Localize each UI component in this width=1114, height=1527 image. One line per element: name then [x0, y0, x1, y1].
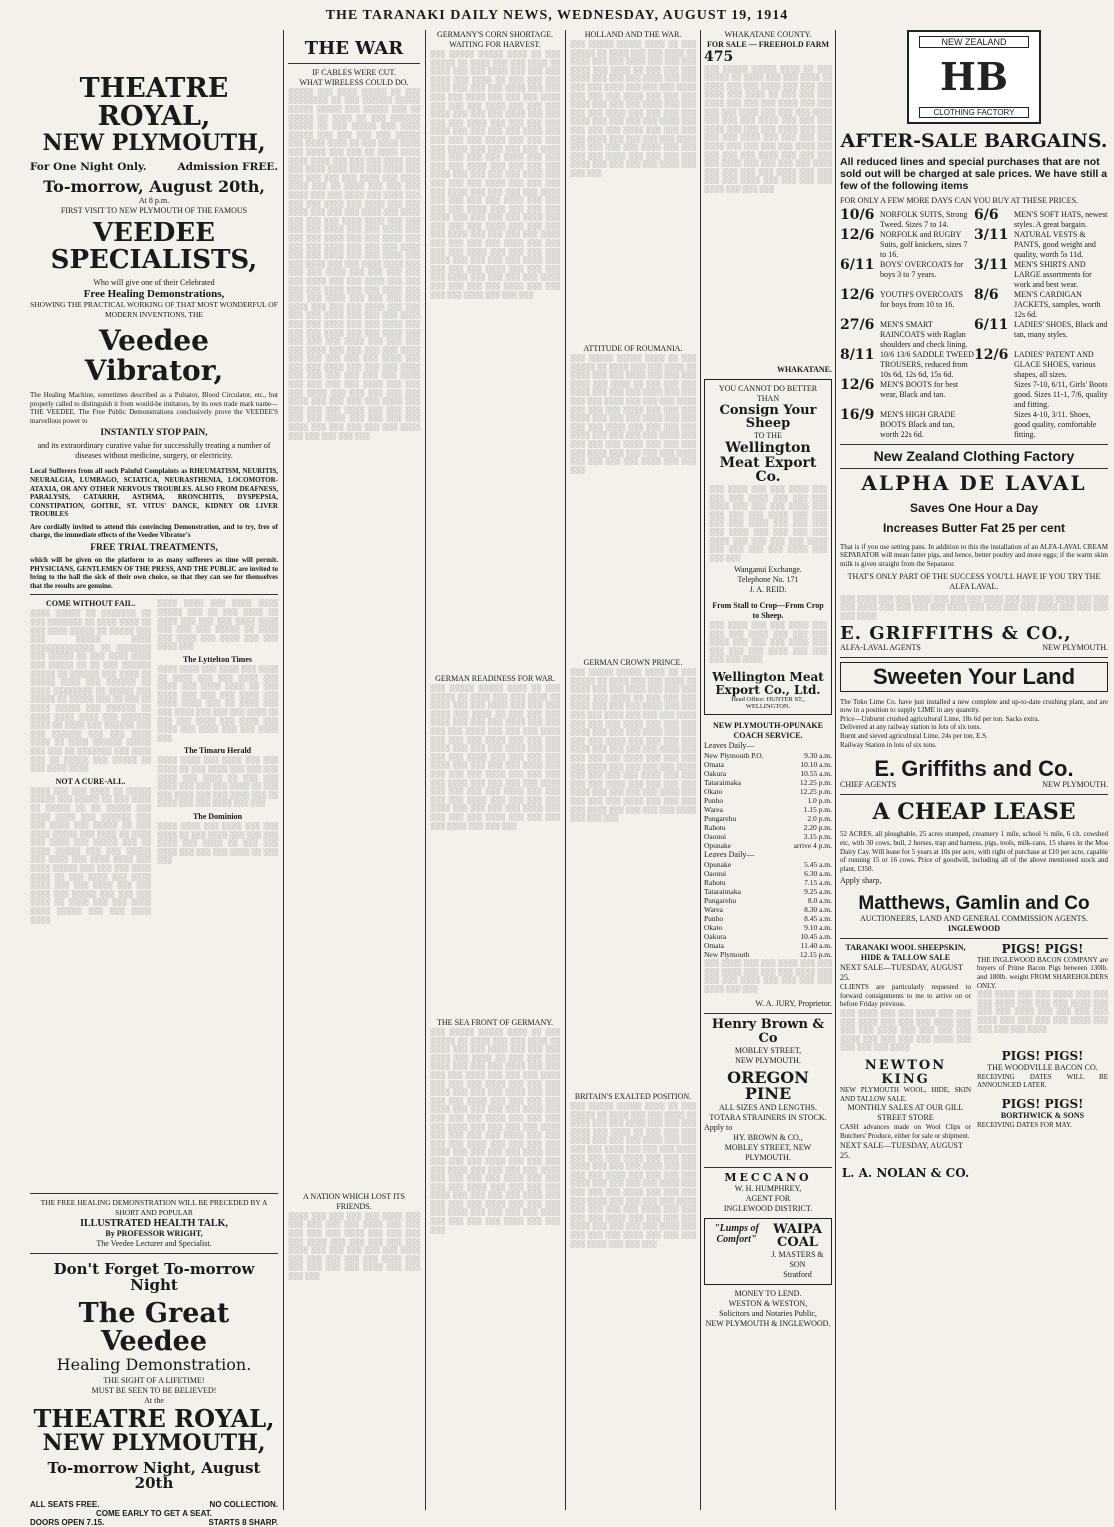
- war-body: ░░░░░ ░░░ ░░░░ ░░░░░ ░░ ░░░ ░░░░░░░░ ░░ ░░░ ░░░░░░ ░░░░░ ░░░░░ ░░░░░ ░░░ ░░░░░ ░░░ ░░ ░░░░░ ░░ ░░░░ ░░ ░░░ ░░░░░░ ░░░░░ ░░ ░░░ ░░░░░ ░░░ ░░░░ ░░░░░ ░░░ ░░░ ░░░ ░░░ ░░░░░ ░░░ ░░░░ ░░░░ ░░ ░░░ ░░░░ ░░░░ ░░░ ░░░░ ░░░ ░░░ ░░ ░░░░ ░░░░ ░░░░ ░░░░ ░░░ ░░░ ░░░ ░░░░ ░░░ ░░░ ░░░░ ░░░░ ░░░ ░░░ ░░░░ ░░░ ░░░ ░░░ ░░░ ░░░ ░░░░ ░░░ ░░░░ ░░░░ ░░░ ░░ ░░░░ ░░░ ░░░ ░░░ ░░░░ ░░░ ░░░ ░░░░ ░░░ ░░░░ ░░░ ░░░ ░░░ ░░░░ ░░░ ░░░░ ░░░ ░░░ ░░░░ ░░░ ░░░ ░░░ ░░░░ ░░░ ░░░░ ░░░ ░░░ ░░░ ░░░░ ░░░░ ░░░ ░░░ ░░░ ░░░ ░░░░ ░░░ ░░░ ░░░░ ░░░ ░░░ ░░░ ░░░░ ░░░ ░░░ ░░░░ ░░░ ░░░ ░░░ ░░░░ ░░░ ░░░ ░░░ ░░░░ ░░░ ░░░ ░░░░ ░░░ ░░░ ░░░░ ░░░ ░░░ ░░░░ ░░░ ░░░ ░░░░ ░░░░ ░░░ ░░░ ░░░ ░░░░ ░░░ ░░░ ░░░ ░░░ ░░░ ░░░░ ░░░ ░░░ ░░░░ ░░░ ░░░ ░░░ ░░░ ░░░░ ░░░ ░░░ ░░░░ ░░░ ░░░ ░░░ ░░░░ ░░░ ░░░ ░░░ ░░░ ░░░░ ░░░ ░░░ ░░░ ░░░░ ░░░ ░░░ ░░░ ░░░ ░░░░ ░░░ ░░░ ░░░ ░░░░ ░░░ ░░░ ░░░░ ░░░ ░░░ ░░░░ ░░░ ░░░ ░░░ ░░░░ ░░░ ░░░ ░░░░ ░░░ ░░░ ░░░ ░░░ ░░░░ ░░░ ░░░ ░░░ ░░░ ░░░░ ░░░ ░░░ ░░░ ░░░ ░░░░ ░░░ ░░░ ░░░ ░░░ ░░░ ░░░░ ░░░ ░░░ ░░░ ░░░░ ░░░ ░░░ ░░░ ░░░░ ░░░ ░░░ ░░░ ░░░ ░░░ ░░░ ░░░░ ░░░ ░░░ ░░░ ░░░ ░░░░ ░░░ ░░░ ░░░ ░░░░ ░░░ ░░░ ░░░ ░░░ ░░░ ░░░░ ░░░ ░░░ ░░░ ░░░ ░░░░ ░░░ ░░░ ░░░ ░░░ ░░░░ ░░░ ░░░ ░░░ ░░░ ░░░ ░░░░ ░░░ ░░░ ░░░ ░░░ ░░░░ ░░░ ░░░ ░░░ ░░░ ░░░ ░░░░ ░░░ ░░░ ░░░ ░░░ ░░░: [288, 87, 420, 440]
- price-value: 6/6: [974, 206, 999, 223]
- war-sub-wireless: WHAT WIRELESS COULD DO.: [299, 77, 409, 87]
- price-value: 8/11: [840, 346, 875, 363]
- theatre-royal-2: THEATRE ROYAL,: [33, 1404, 275, 1434]
- at-the: At the: [144, 1396, 164, 1406]
- nz-clothing-factory: New Zealand Clothing Factory: [873, 447, 1075, 464]
- dont-forget: Don't Forget To-morrow Night: [53, 1260, 255, 1295]
- hb-logo: NEW ZEALAND HB CLOTHING FACTORY: [907, 30, 1041, 124]
- column-war: THE WAR IF CABLES WERE CUT. WHAT WIRELESS COULD DO. ░░░░░ ░░░ ░░░░ ░░░░░ ░░ ░░░ ░░░░░░░░ ░░ ░░░ ░░░░░░ ░░░░░ ░░░░░ ░░░░░ ░░░ ░░░░░ ░░░ ░░ ░░░░░ ░░ ░░░░ ░░ ░░░ ░░░░░░ ░░░░░ ░░ ░░░ ░░░░░ ░░░ ░░░░ ░░░░░ ░░░ ░░░ ░░░ ░░░ ░░░░░ ░░░ ░░░░ ░░░░ ░░ ░░░ ░░░░ ░░░░ ░░░ ░░░░ ░░░ ░░░ ░░ ░░░░ ░░░░ ░░░░ ░░░░ ░░░ ░░░ ░░░ ░░░░ ░░░ ░░░ ░░░░ ░░░░ ░░░ ░░░ ░░░░ ░░░ ░░░ ░░░ ░░░ ░░░ ░░░░ ░░░ ░░░░ ░░░░ ░░░ ░░ ░░░░ ░░░ ░░░ ░░░ ░░░░ ░░░ ░░░ ░░░░ ░░░ ░░░░ ░░░ ░░░ ░░░ ░░░░ ░░░ ░░░░ ░░░ ░░░ ░░░░ ░░░ ░░░ ░░░ ░░░░ ░░░ ░░░░ ░░░ ░░░ ░░░ ░░░░ ░░░░ ░░░ ░░░ ░░░ ░░░ ░░░░ ░░░ ░░░ ░░░░ ░░░ ░░░ ░░░ ░░░░ ░░░ ░░░ ░░░░ ░░░ ░░░ ░░░ ░░░░ ░░░ ░░░ ░░░ ░░░░ ░░░ ░░░ ░░░░ ░░░ ░░░ ░░░░ ░░░ ░░░ ░░░░ ░░░ ░░░ ░░░░ ░░░░ ░░░ ░░░ ░░░ ░░░░ ░░░ ░░░ ░░░ ░░░ ░░░ ░░░░ ░░░ ░░░ ░░░░ ░░░ ░░░ ░░░ ░░░ ░░░░ ░░░ ░░░ ░░░░ ░░░ ░░░ ░░░ ░░░░ ░░░ ░░░ ░░░ ░░░ ░░░░ ░░░ ░░░ ░░░ ░░░░ ░░░ ░░░ ░░░ ░░░ ░░░░ ░░░ ░░░ ░░░ ░░░░ ░░░ ░░░ ░░░░ ░░░ ░░░ ░░░░ ░░░ ░░░ ░░░ ░░░░ ░░░ ░░░ ░░░░ ░░░ ░░░ ░░░ ░░░ ░░░░ ░░░ ░░░ ░░░ ░░░ ░░░░ ░░░ ░░░ ░░░ ░░░ ░░░░ ░░░ ░░░ ░░░ ░░░ ░░░ ░░░░ ░░░ ░░░ ░░░ ░░░░ ░░░ ░░░ ░░░ ░░░░ ░░░ ░░░ ░░░ ░░░ ░░░ ░░░ ░░░░ ░░░ ░░░ ░░░ ░░░ ░░░░ ░░░ ░░░ ░░░ ░░░░ ░░░ ░░░ ░░░ ░░░ ░░░ ░░░░ ░░░ ░░░ ░░░ ░░░ ░░░░ ░░░ ░░░ ░░░ ░░░ ░░░░ ░░░ ░░░ ░░░ ░░░ ░░░ ░░░░ ░░░ ░░░ ░░░ ░░░ ░░░░ ░░░ ░░░ ░░░ ░░░ ░░░ ░░░░ ░░░ ░░░ ░░░ ░░░ ░░░ A NATION WHICH LOST ITS FRIENDS. ░░░░ ░░░ ░░░ ░░░ ░░░ ░░░░ ░░░ ░░░ ░░░ ░░░ ░░░ ░░░░ ░░░ ░░░ ░░░ ░░░ ░░░ ░░░░ ░░░ ░░░ ░░░ ░░░ ░░░░ ░░░ ░░░ ░░░ ░░░ ░░░ ░░░░ ░░░ ░░░ ░░░ ░░░ ░░░ ░░░░ ░░░ ░░░ ░░░ ░░░ ░░░ ░░░░ ░░░ ░░░ ░░░ ░░░ ░░░ ░░░░ ░░░ ░░░ ░░░ ░░░: [288, 38, 420, 1281]
- column-theatre: THEATRE ROYAL, NEW PLYMOUTH, For One Night Only. Admission FREE. To-morrow, August 20th, At 8 p.m. FIRST VISIT TO NEW PLYMOUTH OF THE FAMOUS VEEDEE SPECIALISTS, Who will give one of their Celebrated Free Healing Demonstrations, SHOWING THE PRACTICAL WORKING OF THAT MOST WONDERFUL OF MODERN INVENTIONS, THE Veedee Vibrator, The Healing Machine, sometimes described as a Pulsator, Blood Circulator, etc., but properly called to distinguish it from would-be imitators, by its own trade mark name—THE VEEDEE. The Free Public Demonstrations conclusively prove the VEEDEE'S marvellous power to INSTANTLY STOP PAIN, and its extraordinary curative value for successfully treating a number of diseases without medicine, surgery, or electricity. Local Sufferers from all such Painful Complaints as RHEUMATISM, NEURITIS, NEURALGIA, LUMBAGO, SCIATICA, NEURASTHENIA, LOCOMOTOR-ATAXIA, OR ANY OTHER NERVOUS TROUBLES. ALSO FROM DEAFNESS, PARALYSIS, CATARRH, ASTHMA, BRONCHITIS, DYSPEPSIA, CONSTIPATION, GOITRE, ST. VITUS' DANCE, KIDNEY OR LIVER TROUBLES Are cordially invited to attend this convincing Demonstration, and to try, free of charge, the immediate effects of the Veedee Vibrator's FREE TRIAL TREATMENTS, which will be given on the platform to as many sufferers as time will permit. PHYSICIANS, GENTLEMEN OF THE PRESS, AND THE PUBLIC are invited to bring to the hall the sick of their own choice, so that they can see for themselves that the results are genuine. COME WITHOUT FAIL. ░░░░ ░░░░░ ░░ ░░░░░░░ ░░ ░░░ ░░░░░░░ ░░ ░░░░ ░░░░ ░░ ░░░ ░░░░ ░░░░░ ░░ ░░░░░ ░░░ ░░░ ░░░░░ ░░░░ ░░░░░░░░░░░░░ ░░ ░░░░░░░ ░░░ ░░░░░ ░░ ░░░ ░░░░ ░░░░ ░░░ ░░░░░ ░░ ░░ ░░░ ░░░░░░ ░░░░░ ░░ ░░░░░░ ░░░ ░░░░ ░░ ░░░░░ ░░░░ ░░░ ░░░░░░ ░░ ░░░░ ░░░░░░░░ ░░ ░░░░░ ░░░ ░░░░░ ░░ ░░░░░ ░░░ ░░ ░░░ ░░ ░░░░ ░░░░░ ░░░ ░░░░░░ ░░ ░░░░ ░░░░ ░░░░ ░░░ ░░░░░░ ░░░░ ░░ ░░░░ ░░░ ░░░░░░ ░░░ ░░░ ░░░░░░ ░░░ ░░░ ░░░░ ░░░░ ░░ ░░░░ ░░░░░░ ░░░░░ ░░░ ░░░ ░░ ░░░░░░░ ░░░ ░░░░ ░░░ ░░ ░░░░░ ░░░ ░░░░░ ░░ ░░░ ░░░░ ░░░░ NOT A CURE-ALL. ░░░░ ░░░ ░░░ ░░░░ ░░ ░░░░░ ░░░░░ ░░░ ░░░░░ ░░ ░░░ ░░░░ ░░ ░░░░░ ░░ ░░ ░░░░░ ░░░ ░░░░ ░░░░ ░░░ ░░░░░░ ░░░ ░░░ ░░░░ ░░░ ░░░░░ ░░ ░░░ ░░░░ ░░░░░ ░░░ ░░░░ ░░ ░░░░ ░░░ ░░░░ ░░░ ░░░░░ ░░░ ░░ ░░░░ ░░░░░ ░░░ ░░░ ░░░░░ ░░░ ░░░░ ░░░ ░░░░ ░░░░ ░░░ ░░░░ ░░░░░ ░░░ ░░░ ░░░ ░░░░ ░░░░ ░░ ░░░ ░░░░ ░░░ ░░░░ ░░░░ ░░░ ░░░ ░░░░ ░░░ ░░░ ░░░░ ░░░ ░░░░░ ░░░ ░░░ ░░░ ░░░░ ░░ ░░░░ ░░░ ░░░ ░░░░ ░░░░ ░░░░░ ░░░ ░░░ ░░░░ ░░░░ ░░░░ ░░░░ ░░░ ░░░░ ░░░░ ░░░░░ ░░░ ░░ ░░░ ░░░░ ░░ ░░░░ ░░░ ░░░ ░░░ ░░░░ ░░░░ ░░░ ░░░ ░░░ ░░░░░ ░░ ░░░░ ░░░ ░░░░ ░░░ ░░░░ ░░░ ░░░ ░░░░ ░░░ The Lyttelton Times ░░░░ ░░░░ ░░░ ░░░░ ░░░ ░░░░ ░░ ░░░░ ░░░ ░░░ ░░░░ ░░░ ░░░░ ░░░ ░░░░ ░░░░ ░░ ░░░ ░░░░ ░░░ ░░░ ░░░ ░░░░ ░░░ ░░░░ ░░░░ ░░░ ░░ ░░░░ ░░░ ░░░ ░░░░ ░░░ ░░░ ░░░ ░░░░ ░░ ░░░ ░░░ ░░░░ ░░░ ░░░░ ░░░ ░░░░ ░░░ ░░░░ ░░░ ░░░ ░░░░ ░░░ The Timaru Herald ░░░░ ░░░░ ░░░ ░░░░ ░░░ ░░░ ░░░░ ░░ ░░░ ░░░░ ░░░ ░░░ ░░░ ░░░░ ░░░ ░░░░ ░░ ░░░ ░░░ ░░░░ ░░░ ░░░ ░░░ ░░░░ ░░ ░░░ ░░░ ░░░░ ░░░ ░░░ ░░░░ ░░░ ░░ ░░░░ ░░░ ░░░ ░░░░ ░░░ ░░░ The Dominion ░░░░ ░░░░ ░░░ ░░░░ ░░░ ░░░ ░░░░ ░░ ░░░ ░░░░ ░░░ ░░░ ░░░ ░░░░ ░░░ ░░░░ ░░ ░░░ ░░░ ░░░░ ░░░ ░░░ ░░░ ░░░░ ░░ ░░░ ░░░ THE FREE HEALING DEMONSTRATION WILL BE PRECEDED BY A SHORT AND POPULAR ILLUSTRATED HEALTH TALK, By PROFESSOR WRIGHT, The Veedee Lecturer and Specialist. Don't Forget To-morrow Night The Great Veedee Healing Demonstration. THE SIGHT OF A LIFETIME! MUST BE SEEN TO BE BELIEVED! At the THEATRE ROYAL, NEW PLYMOUTH, To-morrow Night, August 20th ALL SEATS FREE. NO COLLECTION. COME EARLY TO GET A SEAT. DOORS OPEN 7.15. STARTS 8 SHARP.: [30, 73, 278, 1527]
- stop-name: Tataraimaka: [704, 887, 741, 897]
- col3-h1: GERMANY'S CORN SHORTAGE.: [436, 30, 554, 39]
- reduced-lines: All reduced lines and special purchases that are not sold out will be charged at sale prices. We have still a few of the following items: [840, 155, 1108, 192]
- price-value: [974, 380, 1014, 410]
- increases-butter: Increases Butter Fat 25 per cent: [882, 521, 1066, 536]
- col4-h3: GERMAN CROWN PRINCE.: [583, 658, 683, 667]
- tomorrow-night: To-morrow Night, August 20th: [47, 1458, 261, 1493]
- coach-timetable-1: [704, 751, 832, 850]
- whakatane-agent: WHAKATANE.: [776, 364, 832, 374]
- timetable-row: [704, 950, 832, 959]
- stop-name: Warea: [704, 905, 723, 915]
- instantly-stop-pain: INSTANTLY STOP PAIN,: [100, 428, 208, 439]
- timetable-row: [704, 905, 832, 914]
- stop-name: Okato: [704, 787, 723, 797]
- price-desc: MEN'S SMART RAINCOATS with Raglan shoulders and check lining.: [880, 319, 968, 349]
- newton-king: NEWTON KING: [864, 1058, 947, 1087]
- timetable-row: [704, 769, 832, 778]
- timetable-row: [704, 760, 832, 769]
- price-desc: LADIES' SHOES, Black and tan, many styles.: [1014, 319, 1108, 339]
- stop-time: 8.0 a.m.: [807, 896, 832, 906]
- price-desc: MEN'S BOOTS for best wear, Black and tan.: [880, 379, 959, 399]
- admission: Admission FREE.: [177, 160, 278, 173]
- which-will: which will be given on the platform to as many sufferers as time will permit. PHYSICIANS, GENTLEMEN OF THE PRESS, AND THE PUBLIC are invited to bring to the hall the sick of their own choice, so that they can see for themselves that the results are genuine.: [30, 556, 278, 590]
- stop-time: 10.10 a.m.: [800, 760, 832, 770]
- price-value: 6/11: [974, 316, 1009, 333]
- oregon-pine: OREGON PINE: [727, 1067, 809, 1104]
- stop-time: 5.45 a.m.: [804, 860, 832, 870]
- vibrator-heading: Veedee Vibrator,: [84, 324, 224, 387]
- timetable-row: [704, 887, 832, 896]
- only-days: FOR ONLY A FEW MORE DAYS CAN YOU BUY AT THESE PRICES.: [840, 195, 1079, 205]
- price-value: 16/9: [840, 406, 875, 423]
- article-head-dominion: The Dominion: [192, 811, 243, 821]
- price-desc: Sizes 4-10, 3/11. Shoes, good quality, comfortable fitting.: [1014, 409, 1097, 439]
- price-desc: MEN'S SOFT HATS, newest styles. A great bargain.: [1014, 209, 1108, 229]
- saves-hour: Saves One Hour a Day: [909, 500, 1039, 515]
- starts-sharp: STARTS 8 SHARP.: [208, 1518, 278, 1527]
- stop-name: Omata: [704, 760, 724, 770]
- stop-name: Warea: [704, 805, 723, 815]
- stop-name: Pungarehu: [704, 814, 737, 824]
- alpha-de-laval: ALPHA DE LAVAL: [861, 470, 1087, 495]
- free-healing: Free Healing Demonstrations,: [83, 288, 225, 301]
- stop-name: New Plymouth P.O.: [704, 751, 764, 761]
- timetable-row: [704, 841, 832, 850]
- stop-time: 1.0 p.m.: [807, 796, 832, 806]
- price-list: [840, 206, 1108, 440]
- stop-name: Rahotu: [704, 878, 726, 888]
- alpha-text: That is if you use setting pans. In addition to this the installation of an ALFA-LAVAL CREAM SEPARATOR will mean fatter pigs, and hence, better poultry and more eggs; if the warm skim milk is given straight from the Separator.: [840, 542, 1108, 568]
- column-germany: GERMANY'S CORN SHORTAGE. WAITING FOR HARVEST. ░░░ ░░░░░ ░░░░░ ░░░░ ░░ ░░░ ░░░░░ ░░ ░░░░ ░░░ ░░░ ░░░░ ░░ ░░░░ ░░░ ░░░ ░░░░ ░░░ ░░░ ░░░ ░░░░ ░░░ ░░░░ ░░ ░░░ ░░░ ░░░ ░░░░ ░░░ ░░░ ░░░ ░░░░ ░░░ ░░░ ░░░ ░░░ ░░░░ ░░░ ░░░ ░░░ ░░░░ ░░░ ░░░ ░░░ ░░░░ ░░░ ░░░ ░░░ ░░░░ ░░░ ░░░ ░░░ ░░░░ ░░░ ░░░ ░░░ ░░░ ░░░░ ░░░ ░░░ ░░░ ░░░ ░░░░ ░░░ ░░░ ░░░ ░░░ ░░░░ ░░░ ░░░ ░░░ ░░░ ░░░░ ░░░ ░░░ ░░░ ░░░ ░░░░ ░░░ ░░░ ░░░ ░░░ ░░░░ ░░░ ░░░ ░░░ ░░░ ░░░░ ░░░ ░░░ ░░░ ░░░ ░░░░ ░░░ ░░░ ░░░ ░░░ ░░░░ ░░░ ░░░ ░░░ ░░░ ░░░░ ░░░ ░░░ ░░░ ░░░ ░░░░ ░░░ ░░░ ░░░ ░░░ ░░░░ ░░░ ░░░ ░░░ ░░░ ░░░░ ░░░ ░░░ ░░░ ░░░ ░░░░ ░░░ ░░░ ░░░ ░░░ ░░░░ ░░░ ░░░ ░░░ ░░░ ░░░░ ░░░ ░░░ ░░░ ░░░ ░░░░ ░░░ ░░░ ░░░ ░░░ ░░░░ ░░░ ░░░ ░░░ ░░░ ░░░░ ░░░ ░░░ ░░░ ░░░ ░░░░ ░░░ ░░░ ░░░ ░░░ ░░░░ ░░░ ░░░ ░░░ ░░░ ░░░░ ░░░ ░░░ ░░░ ░░░ ░░░░ ░░░ ░░░ ░░░ ░░░ ░░░░ ░░░ ░░░ ░░░ ░░░ ░░░░ ░░░ ░░░ ░░░ ░░░ ░░░░ ░░░ ░░░ ░░░ ░░░ ░░░░ ░░░ ░░░ ░░░ ░░░ ░░░░ ░░░ ░░░ ░░░ ░░░ ░░░░ ░░░ ░░░ ░░░ GERMAN READINESS FOR WAR. ░░░ ░░░░░ ░░░░░ ░░░░ ░░ ░░░ ░░░░░ ░░ ░░░░ ░░░ ░░░ ░░░░ ░░ ░░░░ ░░░ ░░░ ░░░░ ░░░ ░░░ ░░░ ░░░░ ░░░ ░░░░ ░░ ░░░ ░░░ ░░░ ░░░░ ░░░ ░░░ ░░░ ░░░░ ░░░ ░░░ ░░░ ░░░ ░░░░ ░░░ ░░░ ░░░ ░░░░ ░░░ ░░░ ░░░ ░░░░ ░░░ ░░░ ░░░ ░░░░ ░░░ ░░░ ░░░ ░░░░ ░░░ ░░░ ░░░ ░░░ ░░░░ ░░░ ░░░ ░░░ ░░░ ░░░░ ░░░ ░░░ ░░░ ░░░ ░░░░ ░░░ ░░░ ░░░ ░░░ ░░░░ ░░░ ░░░ ░░░ ░░░ ░░░░ ░░░ ░░░ ░░░ ░░░ ░░░░ ░░░ ░░░ ░░░ ░░░ ░░░░ ░░░ ░░░ ░░░ ░░░ ░░░░ ░░░ ░░░ ░░░ ░░░ ░░░░ ░░░ ░░░ ░░░ ░░░ ░░░░ ░░░ ░░░ ░░░ ░░░ ░░░░ ░░░ ░░░ ░░░ ░░░ ░░░░ ░░░ ░░░ ░░░ THE SEA FRONT OF GERMANY. ░░░ ░░░░░ ░░░░░ ░░░░ ░░ ░░░ ░░░░░ ░░ ░░░░ ░░░ ░░░ ░░░░ ░░ ░░░░ ░░░ ░░░ ░░░░ ░░░ ░░░ ░░░ ░░░░ ░░░ ░░░░ ░░ ░░░ ░░░ ░░░ ░░░░ ░░░ ░░░ ░░░ ░░░░ ░░░ ░░░ ░░░ ░░░ ░░░░ ░░░ ░░░ ░░░ ░░░░ ░░░ ░░░ ░░░ ░░░░ ░░░ ░░░ ░░░ ░░░░ ░░░ ░░░ ░░░ ░░░░ ░░░ ░░░ ░░░ ░░░ ░░░░ ░░░ ░░░ ░░░ ░░░ ░░░░ ░░░ ░░░ ░░░ ░░░ ░░░░ ░░░ ░░░ ░░░ ░░░ ░░░░ ░░░ ░░░ ░░░ ░░░ ░░░░ ░░░ ░░░ ░░░ ░░░ ░░░░ ░░░ ░░░ ░░░ ░░░ ░░░░ ░░░ ░░░ ░░░ ░░░ ░░░░ ░░░ ░░░ ░░░ ░░░ ░░░░ ░░░ ░░░ ░░░ ░░░ ░░░░ ░░░ ░░░ ░░░ ░░░ ░░░░ ░░░ ░░░ ░░░ ░░░ ░░░░ ░░░ ░░░ ░░░ ░░░ ░░░░ ░░░ ░░░ ░░░ ░░░ ░░░░ ░░░ ░░░ ░░░ ░░░ ░░░░ ░░░ ░░░ ░░░ ░░░ ░░░░ ░░░ ░░░ ░░░ ░░░ ░░░░ ░░░ ░░░ ░░░ ░░░ ░░░░ ░░░ ░░░ ░░░ ░░░ ░░░░ ░░░ ░░░ ░░░ ░░░ ░░░░ ░░░ ░░░ ░░░ ░░░ ░░░░ ░░░ ░░░ ░░░: [430, 30, 560, 1234]
- price-row: [840, 316, 1108, 350]
- stop-name: Opunake: [704, 841, 732, 851]
- theatre-title: THEATRE ROYAL,: [79, 73, 229, 133]
- article-head-come: COME WITHOUT FAIL.: [45, 599, 136, 609]
- price-row: [840, 256, 1108, 290]
- stop-name: Punho: [704, 914, 724, 924]
- timetable-row: [704, 832, 832, 841]
- coach-proprietor: W. A. JURY, Proprietor.: [755, 999, 832, 1009]
- for-sale-farm: FOR SALE — FREEHOLD FARM: [706, 40, 830, 49]
- nolan-co: L. A. NOLAN & CO.: [841, 1165, 970, 1180]
- stop-time: 12.25 p.m.: [799, 778, 832, 788]
- war-sub-nation: A NATION WHICH LOST ITS FRIENDS.: [303, 1191, 405, 1211]
- doors-open: DOORS OPEN 7.15.: [30, 1518, 105, 1527]
- price-row: [840, 376, 1108, 410]
- price-desc: MEN'S SHIRTS AND LARGE assortments for work and best wear.: [1014, 259, 1092, 289]
- price-desc: Sizes 7-10, 6/11, Girls' Boots good. Sizes 11-1, 7/6, quality and fitting.: [1014, 379, 1108, 409]
- column-rule: [565, 30, 566, 1510]
- griffiths-co: E. GRIFFITHS & CO.,: [840, 622, 1072, 644]
- col4-h1: HOLLAND AND THE WAR.: [584, 30, 682, 39]
- stop-time: 8.45 a.m.: [804, 914, 832, 924]
- stop-time: 7.15 a.m.: [804, 878, 832, 888]
- price-value: 12/6: [840, 226, 875, 243]
- stop-name: Pungarehu: [704, 896, 737, 906]
- stop-time: 10.45 a.m.: [800, 932, 832, 942]
- stop-time: 10.55 a.m.: [800, 769, 832, 779]
- price-desc: MEN'S HIGH GRADE BOOTS Black and tan, worth 22s 6d.: [880, 409, 956, 439]
- masthead: THE TARANAKI DAILY NEWS, WEDNESDAY, AUGUST 19, 1914: [325, 8, 789, 23]
- price-value: 3/11: [974, 256, 1009, 273]
- consign-sheep-ad: YOU CANNOT DO BETTER THAN Consign Your Sheep TO THE Wellington Meat Export Co. ░░░ ░░░░ ░░░ ░░░ ░░░░ ░░░ ░░░ ░░░ ░░░░ ░░░ ░░░ ░░░ ░░░░ ░░░ ░░░ ░░░ ░░░░ ░░░ ░░░ ░░░ ░░░ ░░░░ ░░░ ░░░ ░░░ ░░░ ░░░░ ░░░ ░░░ ░░░ ░░░ ░░░░ ░░░ ░░░ ░░░ ░░░ ░░░░ ░░░ ░░░ ░░░ ░░░ ░░░░ ░░░ ░░░ ░░░ ░░░ ░░░░ ░░░ ░░░ ░░░ Wanganui Exchange. Telephone No. 171 J. A. REID. From Stall to Crop—From Crop to Sheep. ░░░ ░░░░ ░░░ ░░░ ░░░░ ░░░ ░░░ ░░░ ░░░░ ░░░ ░░░ ░░░ ░░░░ ░░░ ░░░ ░░░ ░░░░ ░░░ ░░░ ░░░ ░░░ ░░░░ ░░░ ░░░ ░░░ ░░░ ░░░░ Wellington Meat Export Co., Ltd. Head Office: HUNTER ST., WELLINGTON.: [704, 379, 832, 716]
- matthews-gamlin: Matthews, Gamlin and Co: [858, 893, 1090, 915]
- henry-brown: Henry Brown & Co: [711, 1017, 825, 1046]
- timetable-row: [704, 823, 832, 832]
- demo-line-3: By PROFESSOR WRIGHT,: [105, 1229, 203, 1239]
- new-plymouth-2: NEW PLYMOUTH,: [42, 1429, 266, 1456]
- price-desc: BOYS' OVERCOATS for boys 3 to 7 years.: [880, 259, 964, 279]
- great-veedee: The Great Veedee: [78, 1297, 230, 1358]
- column-ads-middle: WHAKATANE COUNTY. FOR SALE — FREEHOLD FARM 475 ░░░ ░░░░░ ░░░░░ ░░░░ ░░ ░░░ ░░░░░ ░░ ░░░░ ░░░ ░░░ ░░░░ ░░ ░░░░ ░░░ ░░░ ░░░░ ░░░ ░░░ ░░░ ░░░░ ░░░ ░░░░ ░░ ░░░ ░░░ ░░░ ░░░░ ░░░ ░░░ ░░░ ░░░░ ░░░ ░░░ ░░░ ░░░ ░░░░ ░░░ ░░░ ░░░ ░░░░ ░░░ ░░░ ░░░ ░░░░ ░░░ ░░░ ░░░ ░░░░ ░░░ ░░░ ░░░ ░░░░ ░░░ ░░░ ░░░ ░░░ ░░░░ ░░░ ░░░ ░░░ ░░░ ░░░░ ░░░ ░░░ ░░░ ░░░ ░░░░ ░░░ ░░░ ░░░ ░░░ ░░░░ ░░░ ░░░ ░░░ ░░░ ░░░░ ░░░ ░░░ ░░░ ░░░ ░░░░ ░░░ ░░░ ░░░ ░░░ ░░░░ ░░░ ░░░ ░░░ ░░░ ░░░░ ░░░ ░░░ ░░░ ░░░ ░░░░ ░░░ ░░░ ░░░ WHAKATANE. YOU CANNOT DO BETTER THAN Consign Your Sheep TO THE Wellington Meat Export Co. ░░░ ░░░░ ░░░ ░░░ ░░░░ ░░░ ░░░ ░░░ ░░░░ ░░░ ░░░ ░░░ ░░░░ ░░░ ░░░ ░░░ ░░░░ ░░░ ░░░ ░░░ ░░░ ░░░░ ░░░ ░░░ ░░░ ░░░ ░░░░ ░░░ ░░░ ░░░ ░░░ ░░░░ ░░░ ░░░ ░░░ ░░░ ░░░░ ░░░ ░░░ ░░░ ░░░ ░░░░ ░░░ ░░░ ░░░ ░░░ ░░░░ ░░░ ░░░ ░░░ Wanganui Exchange. Telephone No. 171 J. A. REID. From Stall to Crop—From Crop to Sheep. ░░░ ░░░░ ░░░ ░░░ ░░░░ ░░░ ░░░ ░░░ ░░░░ ░░░ ░░░ ░░░ ░░░░ ░░░ ░░░ ░░░ ░░░░ ░░░ ░░░ ░░░ ░░░ ░░░░ ░░░ ░░░ ░░░ ░░░ ░░░░ Wellington Meat Export Co., Ltd. Head Office: HUNTER ST., WELLINGTON. NEW PLYMOUTH-OPUNAKE COACH SERVICE. Leaves Daily— New Plymouth P.O. 9.30 a.m. Omata 10.10 a.m. Oakura 10.55 a.m. Tataraimaka 12.25 p.m. Okato 12.25 p.m. Punho 1.0 p.m. Warea 1.15 p.m. Pungarehu 2.0 p.m. Rahotu 2.20 p.m. Oaonui 3.15 p.m. Opunake arrive 4 p.m. Leaves Daily— Opunake 5.45 a.m. Oaonui 6.30 a.m. Rahotu 7.15 a.m. Tataraimaka 9.25 a.m. Pungarehu 8.0 a.m. Warea 8.30 a.m. Punho 8.45 a.m. Okato 9.10 a.m. Oakura 10.45 a.m. Omata 11.40 a.m. New Plymouth 12.15 p.m. ░░░ ░░░░ ░░░ ░░░ ░░░░ ░░░ ░░░ ░░░ ░░░░ ░░░ ░░░ ░░░ ░░░░ ░░░ ░░░ ░░░ ░░░░ ░░░ ░░░ ░░░ ░░░ ░░░░ ░░░ ░░░ W. A. JURY, Proprietor. Henry Brown & Co MOBLEY STREET, NEW PLYMOUTH. OREGON PINE ALL SIZES AND LENGTHS. TOTARA STRAINERS IN STOCK. Apply to HY. BROWN & CO., MOBLEY STREET, NEW PLYMOUTH. MECCANO W. H. HUMPHREY, AGENT FOR INGLEWOOD DISTRICT. "Lumps of Comfort" WAIPA COAL J. MASTERS & SON Stratford MONEY TO LEND. WESTON & WESTON, Solicitors and Notaries Public, NEW PLYMOUTH & INGLEWOOD.: [704, 30, 832, 1328]
- stop-time: 2.0 p.m.: [807, 814, 832, 824]
- price-value: 10/6: [840, 206, 875, 223]
- price-desc: MEN'S CARDIGAN JACKETS, samples, worth 12s 6d.: [1014, 289, 1101, 319]
- stop-name: Oakura: [704, 932, 727, 942]
- all-seats-free: ALL SEATS FREE.: [30, 1500, 100, 1510]
- demo-line-2: ILLUSTRATED HEALTH TALK,: [80, 1218, 228, 1230]
- stop-time: 12.15 p.m.: [799, 950, 832, 960]
- first-visit: FIRST VISIT TO NEW PLYMOUTH OF THE FAMOUS: [60, 205, 248, 215]
- article-head-timaru: The Timaru Herald: [183, 746, 252, 756]
- col4-h4: BRITAIN'S EXALTED POSITION.: [574, 1092, 692, 1101]
- column-ads-right: NEW ZEALAND HB CLOTHING FACTORY AFTER-SALE BARGAINS. All reduced lines and special purchases that are not sold out will be charged at sale prices. We have still a few of the following items FOR ONLY A FEW MORE DAYS CAN YOU BUY AT THESE PRICES. 10/6 NORFOLK SUITS, Strong Tweed. Sizes 7 to 14. 6/6 MEN'S SOFT HATS, newest styles. A great bargain. 12/6 NORFOLK and RUGBY Suits, golf knickers, sizes 7 to 16. 3/11 NATURAL VESTS & PANTS, good weight and quality, worth 5s 11d. 6/11 BOYS' OVERCOATS for boys 3 to 7 years. 3/11 MEN'S SHIRTS AND LARGE assortments for work and best wear. 12/6 YOUTH'S OVERCOATS for boys from 10 to 16. 8/6 MEN'S CARDIGAN JACKETS, samples, worth 12s 6d. 27/6 MEN'S SMART RAINCOATS with Raglan shoulders and check lining. 6/11 LADIES' SHOES, Black and tan, many styles. 8/11 10/6 13/6 SADDLE TWEED TROUSERS, reduced from 10s 6d, 12s 6d, 15s 6d. 12/6 LADIES' PATENT AND GLACE SHOES, various shapes, all sizes. 12/6 MEN'S BOOTS for best wear, Black and tan. Sizes 7-10, 6/11, Girls' Boots good. Sizes 11-1, 7/6, quality and fitting. 16/9 MEN'S HIGH GRADE BOOTS Black and tan, worth 22s 6d. Sizes 4-10, 3/11. Shoes, good quality, comfortable fitting. New Zealand Clothing Factory ALPHA DE LAVAL Saves One Hour a Day Increases Butter Fat 25 per cent That is if you use setting pans. In addition to this the installation of an ALFA-LAVAL CREAM SEPARATOR will mean fatter pigs, and hence, better poultry and more eggs; if the warm skim milk is given straight from the Separator. THAT'S ONLY PART OF THE SUCCESS YOU'LL HAVE IF YOU TRY THE ALFA LAVAL. ░░░ ░░░░ ░░░ ░░░ ░░░░ ░░░ ░░░ ░░░ ░░░░ ░░░ ░░░ ░░░ ░░░░ ░░░ ░░░ ░░░ ░░░░ ░░░ ░░░ ░░░ ░░░ ░░░░ ░░░ ░░░ ░░░ ░░░ ░░░░ ░░░ ░░░ ░░░ ░░░ ░░░░ E. GRIFFITHS & CO., ALFA-LAVAL AGENTS NEW PLYMOUTH. Sweeten Your Land The Toko Lime Co. have just installed a new complete and up-to-date crushing plant, and are now in a position to supply LIME in any quantity. Price—Unburnt crushed agricultural Lime, 18s 6d per ton. Sacks extra. Delivered at any railway station in lots of six tons. Burnt and sieved agricultural Lime, 24s per ton, E.S. Railway Station in lots of six tons. E. Griffiths and Co. CHIEF AGENTS NEW PLYMOUTH. A CHEAP LEASE 52 ACRES, all ploughable, 25 acres stumped, creamery 1 mile, school ½ mile, 6 r.h. cowshed etc, with 30 cows, bull, 2 horses, trap and harness, pigs, tools, milk-cans, 15 shares in the Moa Dairy Cay. Will lease for 5 years at 10s per acre, with right of purchase at £10 per acre, capable of running 15 or 16 cows. Price of goodwill, including all of the above mentioned stock and plant, £350. Apply sharp, Matthews, Gamlin and Co AUCTIONEERS, LAND AND GENERAL COMMISSION AGENTS. INGLEWOOD TARANAKI WOOL SHEEPSKIN, HIDE & TALLOW SALE NEXT SALE—TUESDAY, AUGUST 25. CLIENTS are particularly requested to forward consignments to me to arrive on or before Friday previous. ░░░ ░░░░ ░░░ ░░░ ░░░░ ░░░ ░░░ ░░░ ░░░░ ░░░ ░░░ ░░░ ░░░░ ░░░ ░░░ ░░░ ░░░░ ░░░ ░░░ ░░░ ░░░ ░░░░ ░░░ ░░░ ░░░ ░░░ ░░░░ ░░░ ░░░ ░░░ ░░░ ░░░░ NEWTON KING NEW PLYMOUTH WOOL, HIDE, SKIN AND TALLOW SALE. MONTHLY SALES AT OUR GILL STREET STORE CASH advances made on Wool Clips or Butchers' Produce, either for sale or shipment. NEXT SALE—TUESDAY, AUGUST 25. L. A. NOLAN & CO. PIGS! PIGS! THE INGLEWOOD BACON COMPANY are buyers of Prime Bacon Pigs between 130lb. and 180lb. weight FROM SHAREHOLDERS ONLY. ░░░ ░░░░ ░░░ ░░░ ░░░░ ░░░ ░░░ ░░░ ░░░░ ░░░ ░░░ ░░░ ░░░░ ░░░ ░░░ ░░░ ░░░░ ░░░ ░░░ ░░░ ░░░ ░░░░ ░░░ ░░░ ░░░ ░░░ ░░░░ ░░░ ░░░ ░░░ ░░░ ░░░░ PIGS! PIGS! THE WOODVILLE BACON CO. RECEIVING DATES WILL BE ANNOUNCED LATER. PIGS! PIGS! BORTHWICK & SONS RECEIVING DATES FOR MAY.: [840, 30, 1108, 1510]
- column-rule: [283, 30, 284, 1510]
- waipa-coal: WAIPA COAL: [773, 1221, 822, 1251]
- stop-name: Rahotu: [704, 823, 726, 833]
- col3-h2: WAITING FOR HARVEST.: [449, 40, 541, 49]
- price-desc: NORFOLK SUITS, Strong Tweed. Sizes 7 to 14.: [880, 209, 968, 229]
- price-row: [840, 286, 1108, 320]
- showing-text: SHOWING THE PRACTICAL WORKING OF THAT MOST WONDERFUL OF MODERN INVENTIONS, THE: [30, 300, 278, 320]
- price-value: 3/11: [974, 226, 1009, 243]
- war-title: THE WAR: [304, 38, 404, 59]
- money-to-lend: MONEY TO LEND.: [734, 1288, 802, 1298]
- stop-time: arrive 4 p.m.: [793, 841, 832, 851]
- article-head-lyttelton: The Lyttelton Times: [182, 655, 253, 665]
- tomorrow-date: To-morrow, August 20th,: [43, 176, 265, 196]
- show-time: At 8 p.m.: [138, 195, 170, 205]
- price-value: 6/11: [840, 256, 875, 273]
- coach-title: NEW PLYMOUTH-OPUNAKE COACH SERVICE.: [712, 721, 823, 741]
- col3-h4: THE SEA FRONT OF GERMANY.: [437, 1018, 553, 1027]
- stop-name: New Plymouth: [704, 950, 750, 960]
- cheap-lease: A CHEAP LEASE: [872, 799, 1076, 826]
- stop-time: 9.30 a.m.: [804, 751, 832, 761]
- col3-h3: GERMAN READINESS FOR WAR.: [435, 674, 555, 683]
- timetable-row: [704, 751, 832, 760]
- cordially-invited: Are cordially invited to attend this convincing Demonstration, and to try, free of charge, the immediate effects of the Veedee Vibrator's: [30, 522, 278, 540]
- whakatane-county: WHAKATANE COUNTY.: [724, 30, 812, 39]
- column-rule: [700, 30, 701, 1510]
- timetable-row: [704, 860, 832, 869]
- timetable-row: [704, 778, 832, 787]
- stop-time: 2.20 p.m.: [803, 823, 832, 833]
- price-value: 27/6: [840, 316, 875, 333]
- timetable-row: [704, 805, 832, 814]
- stop-name: Omata: [704, 941, 724, 951]
- after-sale: AFTER-SALE BARGAINS.: [840, 130, 1108, 152]
- col4-h2: ATTITUDE OF ROUMANIA.: [583, 344, 683, 353]
- war-sub-cables: IF CABLES WERE CUT.: [312, 67, 396, 77]
- griffiths-and-co: E. Griffiths and Co.: [874, 756, 1074, 782]
- specialists-heading: VEEDEE SPECIALISTS,: [50, 217, 258, 275]
- stop-name: Oaonui: [704, 832, 727, 842]
- sweeten-box: [840, 662, 1108, 691]
- stop-time: 3.15 p.m.: [803, 832, 832, 842]
- thats-only: THAT'S ONLY PART OF THE SUCCESS YOU'LL HAVE IF YOU TRY THE ALFA LAVAL.: [847, 571, 1101, 591]
- timetable-row: [704, 869, 832, 878]
- price-desc: YOUTH'S OVERCOATS for boys from 10 to 16.: [880, 289, 964, 309]
- price-desc: NATURAL VESTS & PANTS, good weight and quality, worth 5s 11d.: [1014, 229, 1096, 259]
- stop-name: Opunake: [704, 860, 732, 870]
- stop-time: 9.25 a.m.: [804, 887, 832, 897]
- no-collection: NO COLLECTION.: [209, 1500, 278, 1510]
- one-night: For One Night Only.: [30, 160, 147, 173]
- stop-time: 12.25 p.m.: [799, 787, 832, 797]
- article-body: ░░░░ ░░░░░ ░░ ░░░░░░░ ░░ ░░░ ░░░░░░░ ░░ ░░░░ ░░░░ ░░ ░░░ ░░░░ ░░░░░ ░░ ░░░░░ ░░░ ░░░ ░░░░░ ░░░░ ░░░░░░░░░░░░░ ░░ ░░░░░░░ ░░░ ░░░░░ ░░ ░░░ ░░░░ ░░░░ ░░░ ░░░░░ ░░ ░░ ░░░ ░░░░░░ ░░░░░ ░░ ░░░░░░ ░░░ ░░░░ ░░ ░░░░░ ░░░░ ░░░ ░░░░░░ ░░ ░░░░ ░░░░░░░░ ░░ ░░░░░ ░░░ ░░░░░ ░░ ░░░░░ ░░░ ░░ ░░░ ░░ ░░░░ ░░░░░ ░░░ ░░░░░░ ░░ ░░░░ ░░░░ ░░░░ ░░░ ░░░░░░ ░░░░ ░░ ░░░░ ░░░ ░░░░░░ ░░░ ░░░ ░░░░░░ ░░░ ░░░ ░░░░ ░░░░ ░░ ░░░░ ░░░░░░ ░░░░░ ░░░ ░░░ ░░ ░░░░░░░ ░░░ ░░░░ ░░░ ░░ ░░░░░ ░░░ ░░░░░ ░░ ░░░ ░░░░ ░░░░: [30, 609, 151, 773]
- come-early: COME EARLY TO GET A SEAT.: [95, 1509, 213, 1519]
- price-row: [840, 406, 1108, 440]
- price-desc: NORFOLK and RUGBY Suits, golf knickers, sizes 7 to 16.: [880, 229, 968, 259]
- price-desc: LADIES' PATENT AND GLACE SHOES, various shapes, all sizes.: [1014, 349, 1096, 379]
- price-row: [840, 346, 1108, 380]
- must-see: MUST BE SEEN TO BE BELIEVED!: [91, 1386, 217, 1396]
- stop-name: Oakura: [704, 769, 727, 779]
- timetable-row: [704, 941, 832, 950]
- timetable-row: [704, 878, 832, 887]
- timetable-row: [704, 814, 832, 823]
- stop-name: Okato: [704, 923, 723, 933]
- stop-name: Oaonui: [704, 869, 727, 879]
- coach-timetable-2: [704, 860, 832, 959]
- vibrator-desc: The Healing Machine, sometimes described as a Pulsator, Blood Circulator, etc., but properly called to distinguish it from would-be imitators, by its own trade mark name—THE VEEDEE. The Free Public Demonstrations conclusively prove the VEEDEE'S marvellous power to: [30, 390, 278, 425]
- article-head-cure: NOT A CURE-ALL.: [55, 776, 126, 786]
- price-value: 12/6: [840, 376, 875, 393]
- theatre-location: NEW PLYMOUTH,: [42, 129, 266, 156]
- sweeten-land: Sweeten Your Land: [872, 664, 1076, 690]
- stop-name: Punho: [704, 796, 724, 806]
- healing-demo: Healing Demonstration.: [56, 1354, 252, 1374]
- sight-lifetime: THE SIGHT OF A LIFETIME!: [103, 1376, 205, 1386]
- local-sufferers: Local Sufferers from all such Painful Complaints as RHEUMATISM, NEURITIS, NEURALGIA, LUMBAGO, SCIATICA, NEURASTHENIA, LOCOMOTOR-ATAXIA, OR ANY OTHER NERVOUS TROUBLES. ALSO FROM DEAFNESS, PARALYSIS, CATARRH, ASTHMA, BRONCHITIS, DYSPEPSIA, CONSTIPATION, GOITRE, ST. VITUS' DANCE, KIDNEY OR LIVER TROUBLES: [30, 467, 278, 519]
- column-rule: [835, 30, 836, 1510]
- demo-line-4: The Veedee Lecturer and Specialist.: [96, 1239, 212, 1249]
- timetable-row: [704, 796, 832, 805]
- price-row: [840, 226, 1108, 260]
- who-will: Who will give one of their Celebrated: [93, 278, 215, 288]
- timetable-row: [704, 923, 832, 932]
- price-value: 12/6: [840, 286, 875, 303]
- free-trial: FREE TRIAL TREATMENTS,: [90, 543, 218, 554]
- price-value: 8/6: [974, 286, 999, 303]
- stop-time: 8.30 a.m.: [804, 905, 832, 915]
- timetable-row: [704, 932, 832, 941]
- stop-time: 1.15 p.m.: [803, 805, 832, 815]
- timetable-row: [704, 787, 832, 796]
- demo-line-1: THE FREE HEALING DEMONSTRATION WILL BE PRECEDED BY A SHORT AND POPULAR: [40, 1198, 268, 1218]
- waipa-coal-ad: "Lumps of Comfort" WAIPA COAL J. MASTERS & SON Stratford: [704, 1218, 832, 1285]
- stop-time: 9.10 a.m.: [804, 923, 832, 933]
- lease-text: 52 ACRES, all ploughable, 25 acres stumped, creamery 1 mile, school ½ mile, 6 r.h. cowshed etc, with 30 cows, bull, 2 horses, trap and harness, pigs, tools, milk-cans, 15 shares in the Moa Dairy Cay. Will lease for 5 years at 10s per acre, with right of purchase at £10 per acre, capable of running 15 or 16 cows. Price of goodwill, including all of the above mentioned stock and plant, £350.: [840, 830, 1108, 873]
- stop-name: Tataraimaka: [704, 778, 741, 788]
- timetable-row: [704, 896, 832, 905]
- extraordinary-text: and its extraordinary curative value for successfully treating a number of diseases without medicine, surgery, or electricity.: [37, 441, 271, 461]
- timetable-row: [704, 914, 832, 923]
- stop-time: 6.30 a.m.: [804, 869, 832, 879]
- meccano: MECCANO: [724, 1171, 812, 1185]
- stop-time: 11.40 a.m.: [800, 941, 832, 951]
- price-value: 12/6: [974, 346, 1009, 363]
- column-rule: [425, 30, 426, 1510]
- price-desc: 10/6 13/6 SADDLE TWEED TROUSERS, reduced from 10s 6d, 12s 6d, 15s 6d.: [880, 349, 974, 379]
- price-value: [974, 410, 1014, 440]
- acres: 475: [704, 49, 734, 65]
- column-holland: HOLLAND AND THE WAR. ░░░ ░░░░░ ░░░░░ ░░░░ ░░ ░░░ ░░░░░ ░░ ░░░░ ░░░ ░░░ ░░░░ ░░ ░░░░ ░░░ ░░░ ░░░░ ░░░ ░░░ ░░░ ░░░░ ░░░ ░░░░ ░░ ░░░ ░░░ ░░░ ░░░░ ░░░ ░░░ ░░░ ░░░░ ░░░ ░░░ ░░░ ░░░ ░░░░ ░░░ ░░░ ░░░ ░░░░ ░░░ ░░░ ░░░ ░░░░ ░░░ ░░░ ░░░ ░░░░ ░░░ ░░░ ░░░ ░░░░ ░░░ ░░░ ░░░ ░░░ ░░░░ ░░░ ░░░ ░░░ ░░░ ░░░░ ░░░ ░░░ ░░░ ░░░ ░░░░ ░░░ ░░░ ░░░ ░░░ ░░░░ ░░░ ░░░ ░░░ ░░░ ░░░░ ░░░ ░░░ ░░░ ░░░ ░░░░ ░░░ ░░░ ░░░ ░░░ ░░░░ ░░░ ░░░ ░░░ ░░░ ░░░░ ░░░ ░░░ ░░░ ░░░ ░░░░ ░░░ ░░░ ░░░ ░░░ ░░░░ ░░░ ░░░ ░░░ ATTITUDE OF ROUMANIA. ░░░ ░░░░░ ░░░░░ ░░░░ ░░ ░░░ ░░░░░ ░░ ░░░░ ░░░ ░░░ ░░░░ ░░ ░░░░ ░░░ ░░░ ░░░░ ░░░ ░░░ ░░░ ░░░░ ░░░ ░░░░ ░░ ░░░ ░░░ ░░░ ░░░░ ░░░ ░░░ ░░░ ░░░░ ░░░ ░░░ ░░░ ░░░ ░░░░ ░░░ ░░░ ░░░ ░░░░ ░░░ ░░░ ░░░ ░░░░ ░░░ ░░░ ░░░ ░░░░ ░░░ ░░░ ░░░ ░░░░ ░░░ ░░░ ░░░ ░░░ ░░░░ ░░░ ░░░ ░░░ ░░░ ░░░░ ░░░ ░░░ ░░░ ░░░ ░░░░ ░░░ ░░░ ░░░ ░░░ ░░░░ ░░░ ░░░ ░░░ ░░░ ░░░░ ░░░ ░░░ ░░░ ░░░ ░░░░ ░░░ ░░░ ░░░ ░░░ ░░░░ ░░░ ░░░ ░░░ GERMAN CROWN PRINCE. ░░░ ░░░░░ ░░░░░ ░░░░ ░░ ░░░ ░░░░░ ░░ ░░░░ ░░░ ░░░ ░░░░ ░░ ░░░░ ░░░ ░░░ ░░░░ ░░░ ░░░ ░░░ ░░░░ ░░░ ░░░░ ░░ ░░░ ░░░ ░░░ ░░░░ ░░░ ░░░ ░░░ ░░░░ ░░░ ░░░ ░░░ ░░░ ░░░░ ░░░ ░░░ ░░░ ░░░░ ░░░ ░░░ ░░░ ░░░░ ░░░ ░░░ ░░░ ░░░░ ░░░ ░░░ ░░░ ░░░░ ░░░ ░░░ ░░░ ░░░ ░░░░ ░░░ ░░░ ░░░ ░░░ ░░░░ ░░░ ░░░ ░░░ ░░░ ░░░░ ░░░ ░░░ ░░░ ░░░ ░░░░ ░░░ ░░░ ░░░ ░░░ ░░░░ ░░░ ░░░ ░░░ ░░░ ░░░░ ░░░ ░░░ ░░░ ░░░ ░░░░ ░░░ ░░░ ░░░ ░░░ ░░░░ ░░░ ░░░ ░░░ ░░░ ░░░░ ░░░ ░░░ ░░░ ░░░ ░░░░ ░░░ ░░░ ░░░ ░░░ ░░░░ ░░░ ░░░ ░░░ ░░░ ░░░░ ░░░ ░░░ ░░░ ░░░ ░░░░ ░░░ ░░░ ░░░ BRITAIN'S EXALTED POSITION. ░░░ ░░░░░ ░░░░░ ░░░░ ░░ ░░░ ░░░░░ ░░ ░░░░ ░░░ ░░░ ░░░░ ░░ ░░░░ ░░░ ░░░ ░░░░ ░░░ ░░░ ░░░ ░░░░ ░░░ ░░░░ ░░ ░░░ ░░░ ░░░ ░░░░ ░░░ ░░░ ░░░ ░░░░ ░░░ ░░░ ░░░ ░░░ ░░░░ ░░░ ░░░ ░░░ ░░░░ ░░░ ░░░ ░░░ ░░░░ ░░░ ░░░ ░░░ ░░░░ ░░░ ░░░ ░░░ ░░░░ ░░░ ░░░ ░░░ ░░░ ░░░░ ░░░ ░░░ ░░░ ░░░ ░░░░ ░░░ ░░░ ░░░ ░░░ ░░░░ ░░░ ░░░ ░░░ ░░░ ░░░░ ░░░ ░░░ ░░░ ░░░ ░░░░ ░░░ ░░░ ░░░ ░░░ ░░░░ ░░░ ░░░ ░░░ ░░░ ░░░░ ░░░ ░░░ ░░░ ░░░ ░░░░ ░░░ ░░░ ░░░ ░░░ ░░░░ ░░░ ░░░ ░░░ ░░░ ░░░░ ░░░ ░░░ ░░░ ░░░ ░░░░ ░░░ ░░░ ░░░ ░░░ ░░░░ ░░░ ░░░ ░░░: [570, 30, 696, 1248]
